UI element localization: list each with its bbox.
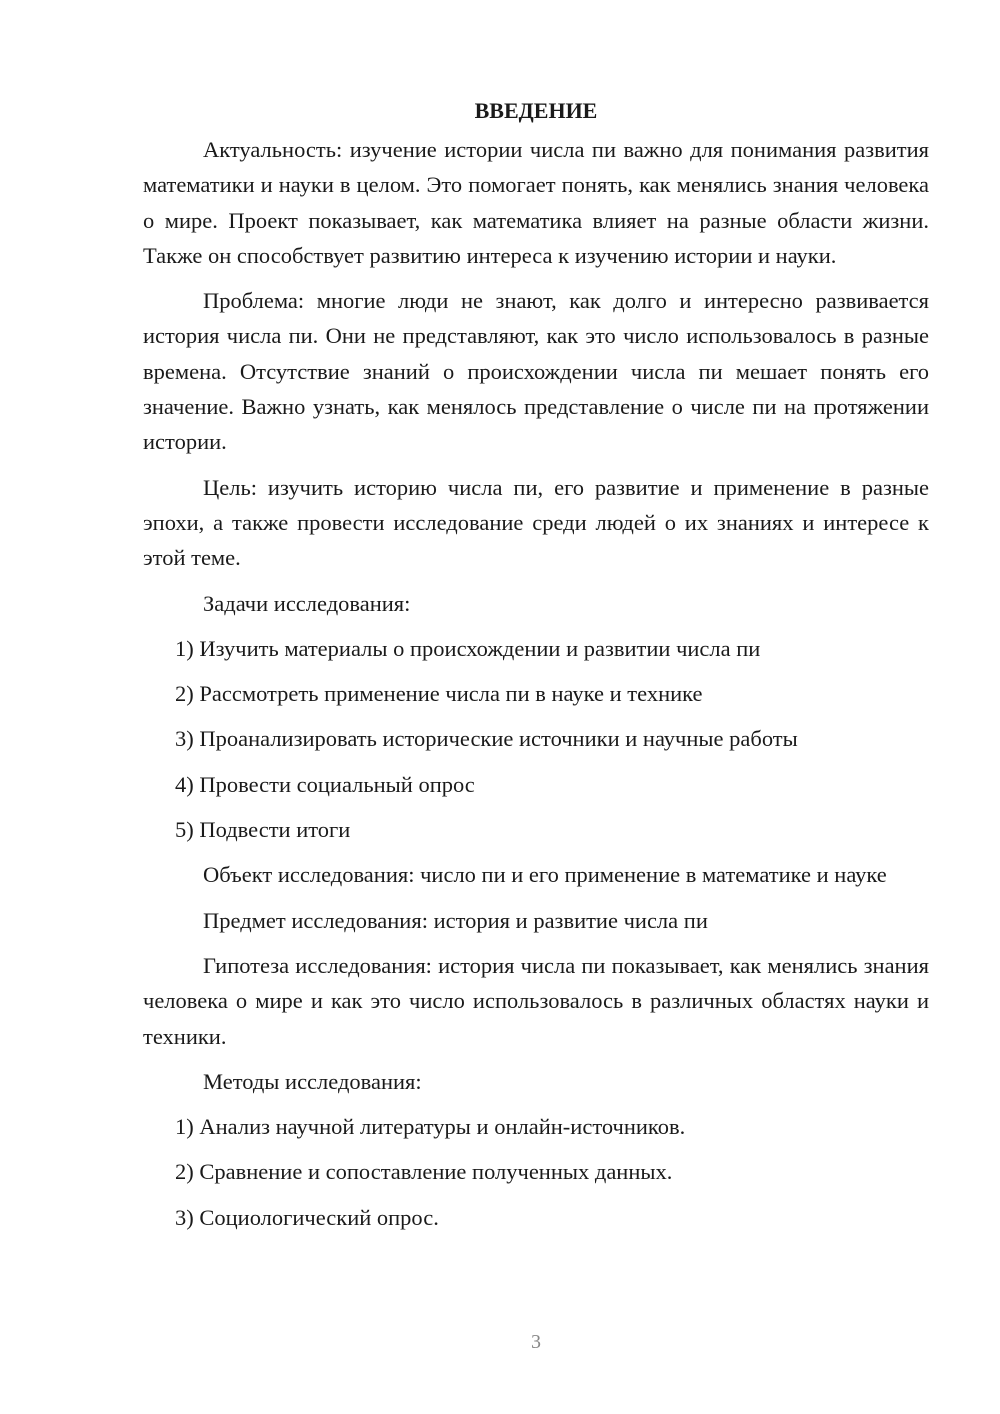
tasks-heading: Задачи исследования: (203, 590, 411, 616)
task-item: 3) Проанализировать исторические источники и научные работы (175, 726, 798, 752)
task-item: 5) Подвести итоги (175, 817, 351, 843)
method-item: 3) Социологический опрос. (175, 1204, 439, 1230)
page-title: ВВЕДЕНИЕ (474, 98, 598, 123)
task-item: 2) Рассмотреть применение числа пи в науке и технике (175, 681, 703, 707)
hypothesis-paragraph: Гипотеза исследования: история числа пи показывает, как менялись знания человека о мире и как это число использовалось в различных областях науки и техники. (143, 952, 929, 1049)
problem-paragraph: Проблема: многие люди не знают, как долго и интересно развивается история числа пи. Они не представляют, как это число использовалось в разные времена. Отсутствие знаний о происхождении числа пи мешает понять его значение. Важно узнать, как менялось представление о числе пи на протяжении истории. (143, 288, 929, 455)
task-item: 4) Провести социальный опрос (175, 771, 475, 797)
method-item: 2) Сравнение и сопоставление полученных данных. (175, 1159, 673, 1185)
page-number: 3 (531, 1331, 541, 1353)
method-item: 1) Анализ научной литературы и онлайн-источников. (175, 1114, 686, 1140)
object-paragraph: Объект исследования: число пи и его применение в математике и науке (203, 862, 887, 888)
tasks-list (143, 631, 929, 847)
goal-paragraph: Цель: изучить историю числа пи, его развитие и применение в разные эпохи, а также провести исследование среди людей о их знаниях и интересе к этой теме. (143, 474, 929, 571)
methods-list (143, 1109, 929, 1235)
task-item: 1) Изучить материалы о происхождении и развитии числа пи (175, 635, 761, 661)
subject-paragraph: Предмет исследования: история и развитие числа пи (203, 907, 708, 933)
methods-heading: Методы исследования: (203, 1068, 422, 1094)
relevance-paragraph: Актуальность: изучение истории числа пи важно для понимания развития математики и науки в целом. Это помогает понять, как менялись знания человека о мире. Проект показывает, как математика влияет на разные области жизни. Также он способствует развитию интереса к изучению истории и науки. (143, 137, 929, 268)
document-page (143, 94, 929, 1245)
